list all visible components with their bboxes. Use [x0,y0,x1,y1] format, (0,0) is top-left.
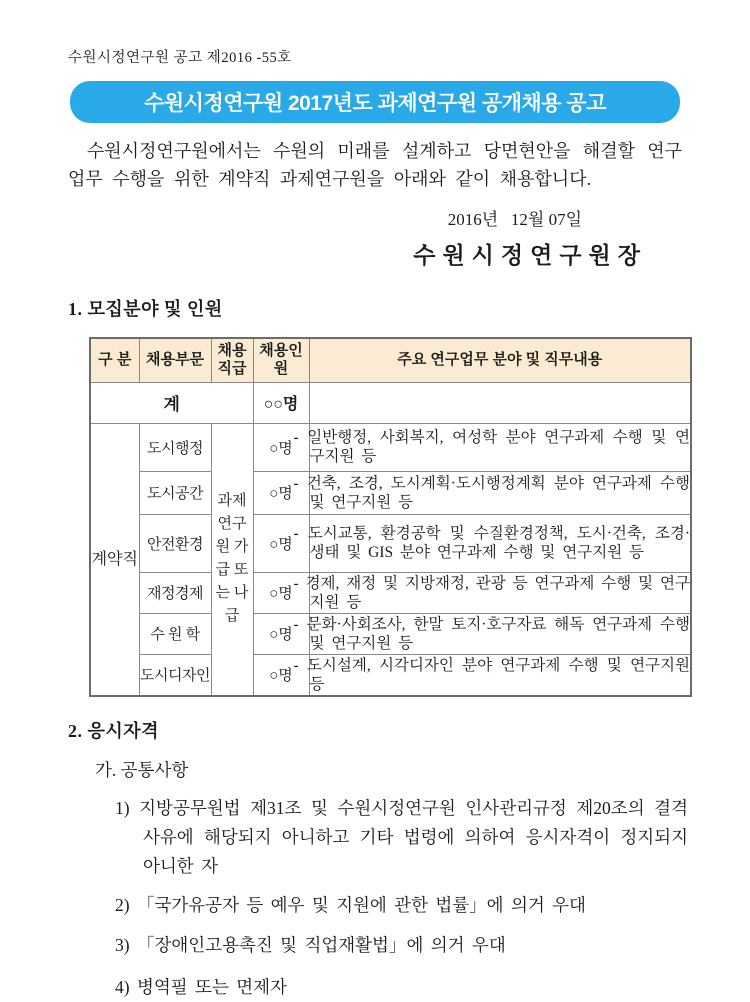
document-page [0,46,750,997]
category-cell: 도시행정 [139,423,211,471]
list-item: 3) 「장애인고용촉진 및 직업재활법」에 의거 우대 [115,935,506,955]
table-total-row [90,382,691,423]
banner-title: 수원시정연구원 2017년도 과제연구원 공개채용 공고 [144,92,606,115]
count-cell: ○명 [253,514,309,572]
total-count-cell: ○○명 [253,382,309,423]
table-row [90,613,691,654]
signer-title: 수원시정연구원장 [413,243,647,268]
duties-cell: - 도시교통, 환경공학 및 수질환경정책, 도시·건축, 조경·생태 및 GIS 분야 연구과제 수행 및 연구지원 등 [309,514,691,572]
notice-number: 수원시정연구원 공고 제2016 -55호 [68,50,292,66]
table-row [90,471,691,514]
group-label-cell: 계약직 [90,423,139,696]
list-item: 1) 지방공무원법 제31조 및 수원시정연구원 인사관리규정 제20조의 결격사유에 해당되지 아니하고 기타 법령에 의하여 응시자격이 정지되지 아니한 자 [115,798,688,876]
grade-label-cell: 과제연구원 가급 또는 나급 [211,423,253,696]
qualification-list [115,794,688,1002]
category-cell: 도시공간 [139,471,211,514]
duties-cell: - 일반행정, 사회복지, 여성학 분야 연구과제 수행 및 연구지원 등 [309,423,691,471]
list-item: 4) 병역필 또는 면제자 [115,977,287,997]
count-cell: ○명 [253,572,309,613]
intro-paragraph: 수원시정연구원에서는 수원의 미래를 설계하고 당면현안을 해결할 연구업무 수행을 위한 계약직 과제연구원을 아래와 같이 채용합니다. [68,141,682,189]
category-cell: 안전환경 [139,514,211,572]
section2-heading: 2. 응시자격 [68,721,160,741]
table-row [90,514,691,572]
header-recruit-count: 채용인원 [253,338,309,382]
section2-subheading: 가. 공통사항 [95,760,189,780]
total-label-cell: 계 [90,382,253,423]
duties-cell: - 문화·사회조사, 한말 토지·호구자료 해독 연구과제 수행 및 연구지원 등 [309,613,691,654]
section1-heading: 1. 모집분야 및 인원 [68,299,223,319]
table-row [90,423,691,471]
header-category-group: 구 분 [90,338,139,382]
duties-cell: - 경제, 재정 및 지방재정, 관광 등 연구과제 수행 및 연구지원 등 [309,572,691,613]
duties-cell: - 도시설계, 시각디자인 분야 연구과제 수행 및 연구지원 등 [309,654,691,696]
table-header-row [90,338,691,382]
category-cell: 도시디자인 [139,654,211,696]
category-cell: 수 원 학 [139,613,211,654]
total-duties-cell [309,382,691,423]
recruitment-table [89,337,692,697]
title-banner [70,81,680,123]
announcement-date: 2016년 12월 07일 [447,210,582,229]
header-recruit-grade: 채용직급 [211,338,253,382]
duties-cell: - 건축, 조경, 도시계획·도시행정계획 분야 연구과제 수행 및 연구지원 등 [309,471,691,514]
count-cell: ○명 [253,423,309,471]
header-duties: 주요 연구업무 분야 및 직무내용 [309,338,691,382]
count-cell: ○명 [253,654,309,696]
count-cell: ○명 [253,613,309,654]
category-cell: 재정경제 [139,572,211,613]
count-cell: ○명 [253,471,309,514]
table-row [90,572,691,613]
table-row [90,654,691,696]
list-item: 2) 「국가유공자 등 예우 및 지원에 관한 법률」에 의거 우대 [115,895,586,915]
header-recruit-field: 채용부문 [139,338,211,382]
